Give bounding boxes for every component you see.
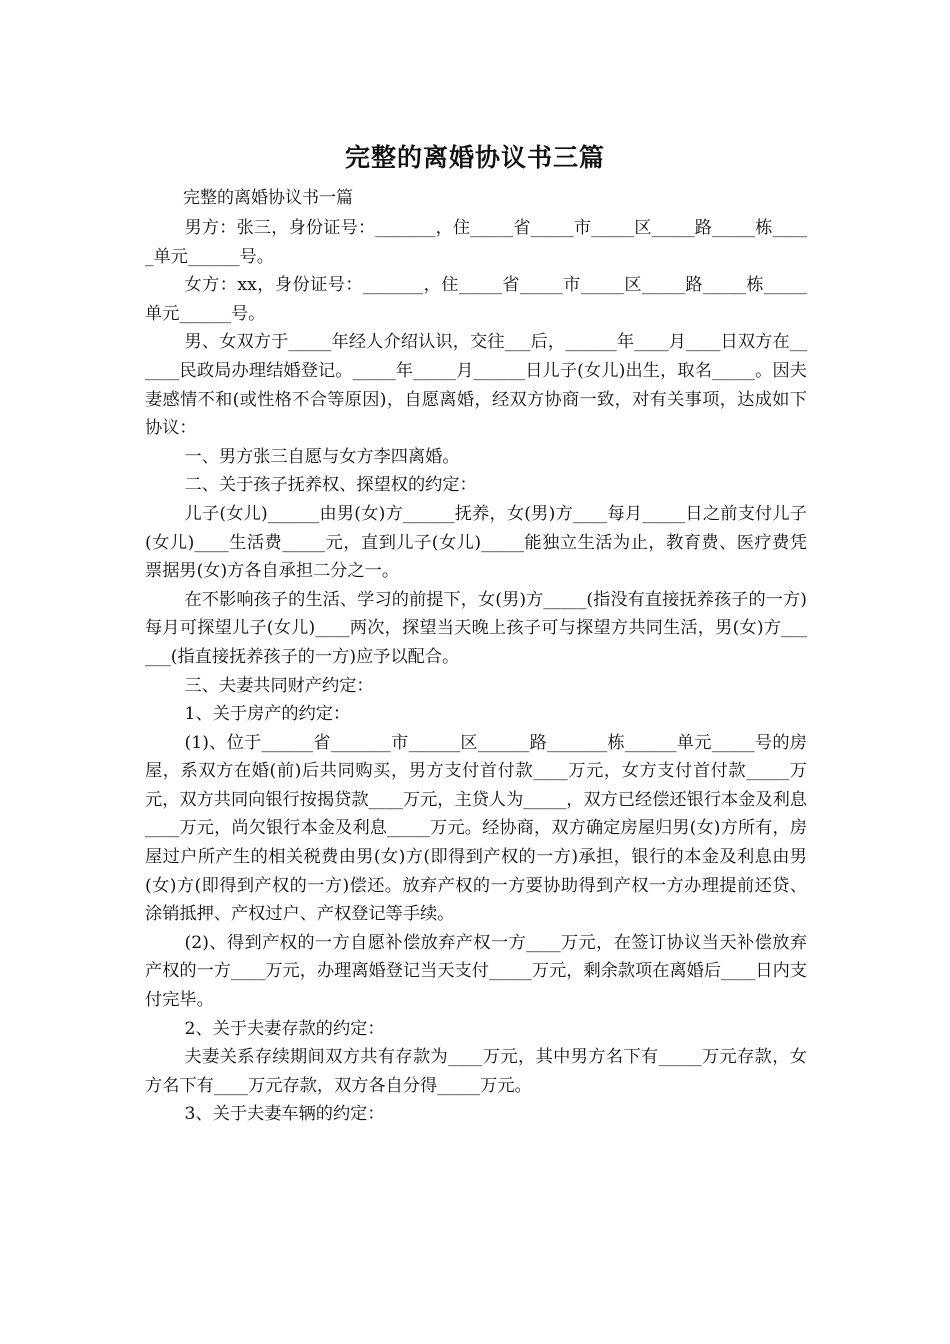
paragraph-husband-info: 男方：张三，身份证号：_______，住_____省_____市_____区_____路_____栋_____单元______号。 (145, 218, 807, 267)
document-title: 完整的离婚协议书三篇 (344, 143, 605, 172)
paragraph-clause-2-heading: 二、关于孩子抚养权、探望权的约定： (184, 475, 477, 496)
paragraph-child-support: 儿子(女儿)______由男(女)方______抚养，女(男)方____每月_____日之前支付儿子(女儿)____生活费_____元，直到儿子(女儿)_____能独立生活为止，教育费、医疗费凭票据男(女)方各自承担二分之一。 (145, 503, 807, 582)
paragraph-vehicle-heading: 3、关于夫妻车辆的约定： (184, 1104, 385, 1125)
paragraph-visitation: 在不影响孩子的生活、学习的前提下，女(男)方_____(指没有直接抚养孩子的一方)每月可探望儿子(女儿)____两次，探望当天晚上孩子可与探望方共同生活，男(女)方______(指直接抚养孩子的一方)应予以配合。 (145, 589, 807, 667)
paragraph-savings-details: 夫妻关系存续期间双方共有存款为____万元，其中男方名下有_____万元存款，女方名下有____万元存款，双方各自分得_____万元。 (145, 1047, 807, 1096)
paragraph-property-details: (1)、位于______省_______市______区______路_______栋______单元_____号的房屋，系双方在婚(前)后共同购买，男方支付首付款____万元，女方支付首付款_____万元，双方共同向银行按揭贷款____万元，主贷人为_____，双方已经偿还银行本金及利息____万元，尚欠银行本金及利息_____万元。经协商，双方确定房屋归男(女)方所有，房屋过户所产生的相关税费由男(女)方(即得到产权的一方)承担，银行的本金及利息由男(女)方(即得到产权的一方)偿还。放弃产权的一方要协助得到产权一方办理提前还贷、涂销抵押、产权过户、产权登记等手续。 (145, 732, 807, 925)
paragraph-clause-1: 一、男方张三自愿与女方李四离婚。 (184, 446, 460, 467)
document-body (145, 214, 807, 1129)
paragraph-savings-heading: 2、关于夫妻存款的约定： (184, 1018, 385, 1039)
paragraph-marriage-background: 男、女双方于_____年经人介绍认识，交往___后，______年____月____日双方在______民政局办理结婚登记。_____年_____月______日儿子(女儿)出生，取名_____。因夫妻感情不和(或性格不合等原因)，自愿离婚，经双方协商一致，对有关事项，达成如下协议： (145, 332, 807, 439)
document-subtitle: 完整的离婚协议书一篇 (183, 188, 353, 208)
paragraph-clause-3-heading: 三、夫妻共同财产约定： (184, 675, 374, 696)
paragraph-property-heading: 1、关于房产的约定： (184, 704, 351, 725)
paragraph-wife-info: 女方：xx，身份证号：_______，住_____省_____市_____区_____路_____栋_____单元______号。 (145, 275, 807, 324)
paragraph-property-compensation: (2)、得到产权的一方自愿补偿放弃产权一方____万元，在签订协议当天补偿放弃产权的一方____万元，办理离婚登记当天支付_____万元，剩余款项在离婚后____日内支付完毕。 (145, 932, 807, 1011)
